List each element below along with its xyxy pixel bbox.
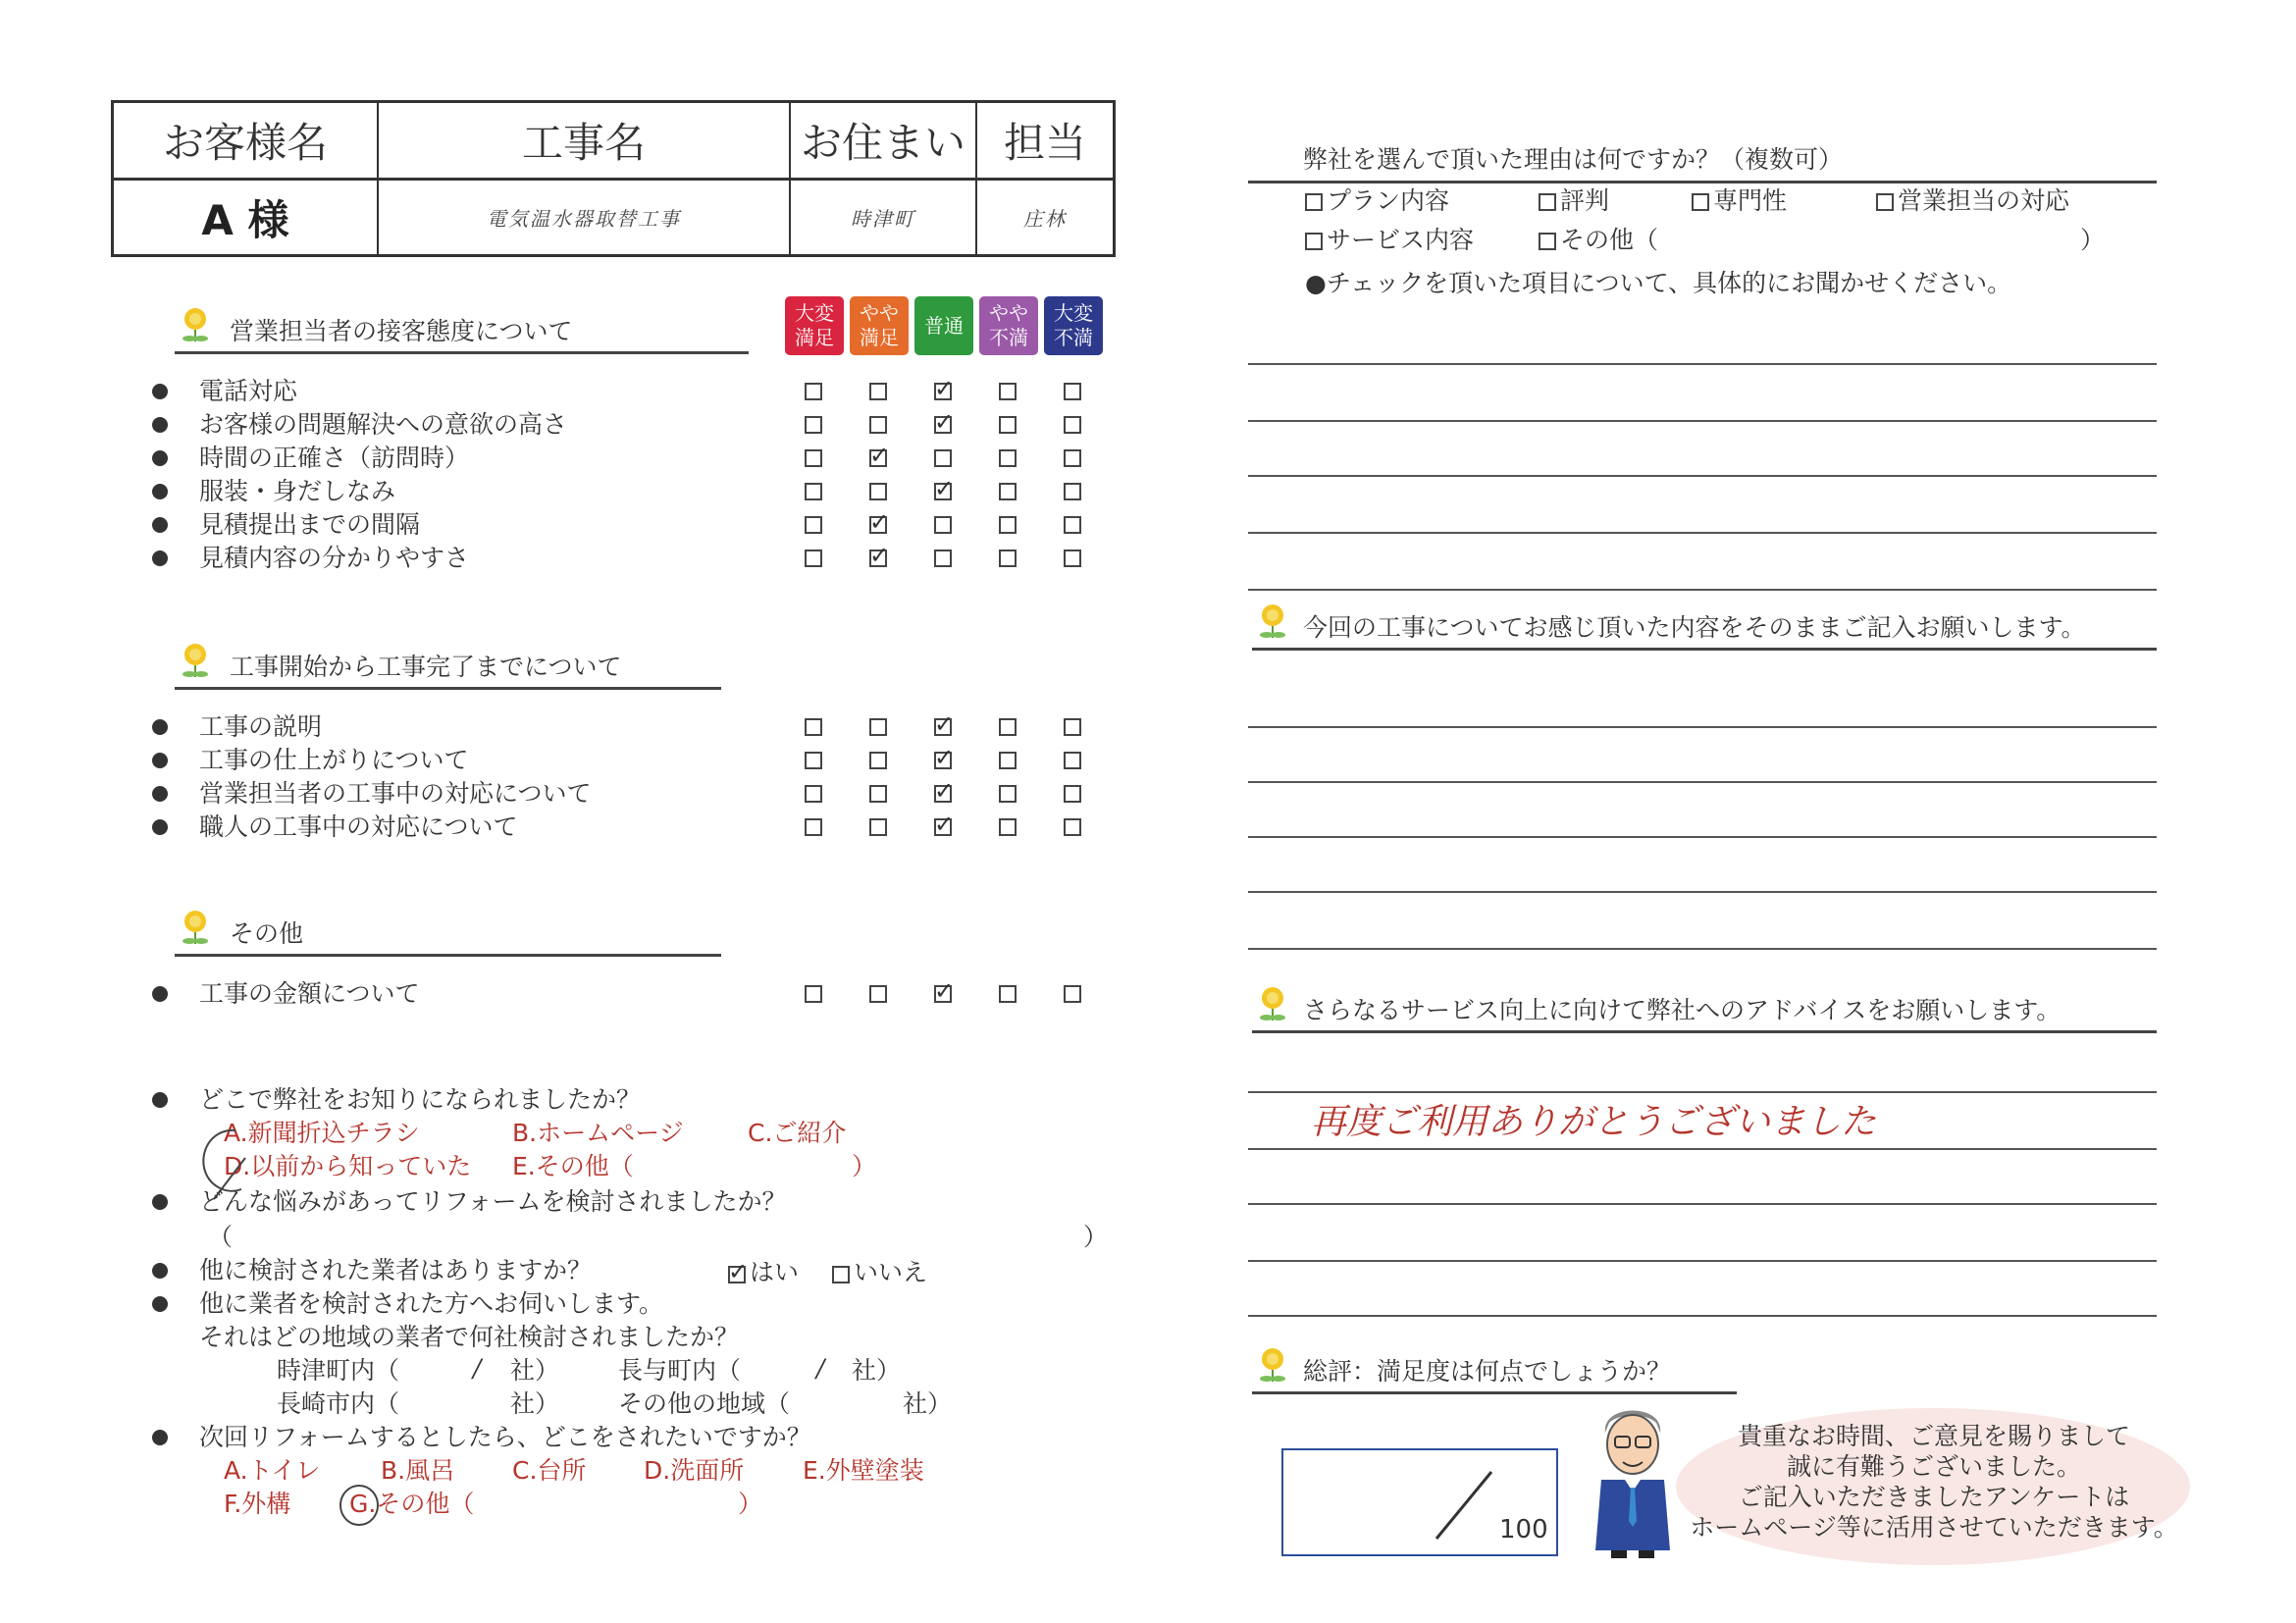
bullet-icon — [152, 819, 168, 835]
rating-checkbox[interactable] — [869, 785, 887, 803]
rating-checkbox[interactable] — [1064, 752, 1081, 769]
rating-checkbox[interactable] — [1064, 985, 1081, 1003]
rating-checkbox[interactable] — [999, 785, 1017, 803]
advice-answer: 再度ご利用ありがとうございました — [1311, 1102, 1877, 1142]
reason-note: ●チェックを頂いた項目について、具体的にお聞かせください。 — [1305, 269, 2012, 297]
rating-somewhat-satisfied: やや 満足 — [850, 296, 909, 355]
rating-checkbox[interactable] — [934, 449, 952, 467]
flower-icon — [1256, 1346, 1289, 1386]
survey-item — [152, 442, 1133, 475]
customer-name-header: お客様名 — [114, 103, 379, 178]
score-box[interactable] — [1281, 1448, 1558, 1556]
option-kitchen[interactable]: C.台所 — [512, 1456, 587, 1485]
section-advice: さらなるサービス向上に向けて弊社へのアドバイスをお願いします。 — [1252, 991, 2157, 1033]
survey-item — [152, 811, 1133, 844]
rating-checkbox[interactable] — [1064, 785, 1081, 803]
area-nagayo: 長与町内（ — [618, 1356, 742, 1385]
customer-name-value: A 様 — [201, 195, 289, 244]
yes-label: はい — [750, 1258, 800, 1286]
rating-checkbox[interactable] — [934, 744, 955, 771]
yes-checkbox[interactable]: ✓ — [728, 1258, 749, 1285]
rating-checkbox[interactable] — [805, 483, 822, 500]
option-exterior-paint[interactable]: E.外壁塗装 — [803, 1456, 924, 1485]
option-plan[interactable]: プラン内容 — [1305, 184, 1449, 218]
survey-item-label: 工事の説明 — [199, 712, 323, 741]
option-toilet[interactable]: A.トイレ — [224, 1456, 321, 1485]
question-contractor-area: 他に業者を検討された方へお伺いします。 — [152, 1287, 1133, 1321]
rating-checkbox[interactable] — [805, 785, 822, 803]
rating-checkbox[interactable] — [999, 550, 1017, 567]
rating-checkbox[interactable] — [869, 416, 887, 434]
check-mark-icon: ✓ — [934, 375, 955, 402]
rating-checkbox[interactable] — [805, 449, 822, 467]
no-label: いいえ — [854, 1258, 928, 1286]
survey-item-label: 時間の正確さ（訪問時） — [199, 444, 470, 472]
rating-checkbox[interactable] — [805, 818, 822, 836]
option-washroom[interactable]: D.洗面所 — [644, 1456, 745, 1485]
bullet-icon — [152, 417, 168, 433]
rating-checkbox[interactable] — [805, 416, 822, 434]
option-known-before[interactable]: D.以前から知っていた — [224, 1152, 472, 1180]
option-exterior[interactable]: F.外構 — [224, 1490, 291, 1518]
survey-item-label: 電話対応 — [199, 377, 298, 405]
question-how-found: どこで弊社をお知りになられましたか？ — [152, 1083, 1133, 1117]
rating-checkbox[interactable] — [1064, 516, 1081, 534]
rating-checkbox[interactable] — [999, 516, 1017, 534]
flower-icon — [1256, 985, 1289, 1024]
survey-item — [152, 475, 1133, 508]
bullet-icon — [152, 517, 168, 533]
check-mark-icon: ✓ — [934, 777, 955, 805]
option-other-reason[interactable]: その他（ — [1539, 224, 1658, 257]
rating-checkbox[interactable] — [999, 383, 1017, 400]
rating-checkbox[interactable] — [869, 508, 890, 536]
staff-header: 担当 — [1003, 119, 1086, 167]
survey-item-label: 工事の金額について — [199, 979, 420, 1008]
rating-checkbox[interactable] — [869, 985, 887, 1003]
rating-checkbox[interactable] — [1064, 550, 1081, 567]
rating-checkbox[interactable] — [934, 408, 955, 436]
work-name-header: 工事名 — [379, 103, 791, 178]
staff-value: 庄林 — [1023, 207, 1067, 231]
score-max: 100 — [1499, 1515, 1548, 1544]
rating-checkbox[interactable] — [805, 718, 822, 736]
bullet-icon — [152, 753, 168, 768]
thanks-message: 貴重なお時間、ご意見を賜りまして 誠に有難うございました。 ご記入いただきましたアンケートは ホームページ等に活用させていただきます。 — [1690, 1422, 2178, 1542]
question-other-contractors: 他に検討された業者はありますか？ — [152, 1254, 1133, 1287]
rating-checkbox[interactable] — [934, 977, 955, 1005]
option-other-reform[interactable]: G.その他（ — [349, 1490, 475, 1518]
survey-item-label: 営業担当者の工事中の対応について — [199, 779, 592, 808]
check-mark-icon: ✓ — [934, 710, 955, 738]
survey-item-label: 工事の仕上がりについて — [199, 746, 469, 774]
residence-value: 時津町 — [851, 207, 915, 231]
option-staff-response[interactable]: 営業担当の対応 — [1876, 184, 2069, 218]
survey-item-label: 職人の工事中の対応について — [199, 812, 518, 841]
survey-item-label: 見積提出までの間隔 — [199, 510, 421, 539]
slash-mark — [1431, 1466, 1499, 1544]
bullet-icon — [152, 1194, 168, 1210]
question-next-reform: 次回リフォームするとしたら、どこをされたいですか？ — [152, 1421, 1133, 1454]
bullet-icon — [152, 719, 168, 735]
check-mark-icon: ✓ — [934, 744, 955, 771]
rating-checkbox[interactable] — [999, 483, 1017, 500]
rating-checkbox[interactable] — [934, 375, 955, 402]
rating-very-dissatisfied: 大変 不満 — [1044, 296, 1103, 355]
bullet-icon — [152, 1296, 168, 1312]
rating-checkbox[interactable] — [934, 516, 952, 534]
rating-checkbox[interactable] — [934, 475, 955, 502]
rating-very-satisfied: 大変 満足 — [785, 296, 844, 355]
rating-checkbox[interactable] — [934, 777, 955, 805]
survey-item — [152, 977, 1133, 1011]
reason-title: 弊社を選んで頂いた理由は何ですか？（複数可） — [1303, 145, 1844, 174]
work-name-value: 電気温水器取替工事 — [487, 207, 681, 231]
area-other: その他の地域（ — [618, 1389, 791, 1418]
check-mark-icon: ✓ — [934, 977, 955, 1005]
rating-checkbox[interactable] — [1064, 383, 1081, 400]
rating-checkbox[interactable] — [999, 985, 1017, 1003]
section-title: 工事開始から工事完了までについて — [230, 653, 622, 681]
bullet-icon — [152, 786, 168, 802]
check-mark-icon: ✓ — [934, 475, 955, 502]
rating-checkbox[interactable] — [805, 516, 822, 534]
rating-checkbox[interactable] — [1064, 483, 1081, 500]
survey-item-label: 服装・身だしなみ — [199, 477, 396, 505]
option-expertise[interactable]: 専門性 — [1692, 184, 1787, 218]
bullet-icon — [152, 550, 168, 566]
residence-header: お住まい — [791, 103, 977, 178]
rating-checkbox[interactable] — [1064, 449, 1081, 467]
check-mark-icon: ✓ — [934, 811, 955, 838]
rating-checkbox[interactable] — [999, 449, 1017, 467]
check-mark-icon: ✓ — [934, 408, 955, 436]
check-mark-icon: ✓ — [869, 442, 890, 469]
area-togitsu: 時津町内（ — [277, 1356, 400, 1385]
check-mark-icon: ✓ — [869, 508, 890, 536]
flower-icon — [179, 642, 212, 681]
rating-checkbox[interactable] — [805, 550, 822, 567]
no-checkbox[interactable] — [832, 1266, 850, 1283]
flower-icon — [179, 909, 212, 948]
bullet-icon — [152, 1263, 168, 1279]
survey-item — [152, 710, 1133, 744]
rating-neutral: 普通 — [914, 296, 973, 355]
check-mark-icon: ✓ — [869, 542, 890, 569]
survey-item — [152, 408, 1133, 442]
bullet-icon — [152, 1092, 168, 1108]
rating-checkbox[interactable] — [805, 985, 822, 1003]
section-score: 総評：満足度は何点でしょうか？ — [1252, 1352, 1737, 1394]
option-reputation[interactable]: 評判 — [1539, 184, 1609, 218]
rating-checkbox[interactable] — [869, 718, 887, 736]
rating-checkbox[interactable] — [1064, 416, 1081, 434]
rating-checkbox[interactable] — [1064, 718, 1081, 736]
rating-checkbox[interactable] — [934, 550, 952, 567]
rating-checkbox[interactable] — [869, 442, 890, 469]
section-title: 営業担当者の接客態度について — [230, 317, 573, 345]
rating-checkbox[interactable] — [869, 483, 887, 500]
rating-checkbox[interactable] — [805, 752, 822, 769]
flower-icon — [179, 306, 212, 345]
section-staff-attitude — [175, 312, 749, 354]
bullet-icon — [152, 484, 168, 499]
question-reason: どんな悩みがあってリフォームを検討されましたか？ — [152, 1185, 1133, 1219]
rating-checkbox[interactable] — [999, 718, 1017, 736]
rating-checkbox[interactable] — [869, 818, 887, 836]
staff-mascot-icon — [1588, 1393, 1678, 1562]
area-nagasaki: 長崎市内（ — [277, 1389, 400, 1418]
survey-item — [152, 744, 1133, 777]
rating-checkbox[interactable] — [999, 818, 1017, 836]
rating-checkbox[interactable] — [869, 542, 890, 569]
rating-checkbox[interactable] — [934, 811, 955, 838]
survey-item — [152, 777, 1133, 811]
section-construction — [175, 648, 721, 690]
option-referral[interactable]: C.ご紹介 — [748, 1119, 847, 1147]
section-other — [175, 915, 721, 957]
divider — [1248, 181, 2157, 183]
survey-item — [152, 375, 1133, 408]
survey-item-label: お客様の問題解決への意欲の高さ — [199, 410, 568, 439]
option-newspaper[interactable]: A.新聞折込チラシ — [224, 1119, 420, 1147]
rating-checkbox[interactable] — [805, 383, 822, 400]
customer-info-table — [111, 100, 1116, 257]
flower-icon — [1256, 602, 1289, 642]
bullet-icon — [152, 450, 168, 466]
option-other[interactable]: E.その他（ — [512, 1152, 634, 1180]
option-service[interactable]: サービス内容 — [1305, 224, 1474, 257]
option-bath[interactable]: B.風呂 — [381, 1456, 455, 1485]
rating-checkbox[interactable] — [1064, 818, 1081, 836]
survey-item-label: 見積内容の分かりやすさ — [199, 544, 470, 572]
rating-checkbox[interactable] — [934, 710, 955, 738]
rating-checkbox[interactable] — [999, 416, 1017, 434]
bullet-icon — [152, 1430, 168, 1445]
section-title: その他 — [230, 919, 304, 948]
rating-checkbox[interactable] — [869, 383, 887, 400]
section-impression: 今回の工事についてお感じ頂いた内容をそのままご記入お願いします。 — [1252, 608, 2157, 651]
rating-somewhat-dissatisfied: やや 不満 — [979, 296, 1038, 355]
rating-checkbox[interactable] — [869, 752, 887, 769]
bullet-icon — [152, 384, 168, 399]
hand-circle-mark — [334, 1480, 385, 1531]
rating-checkbox[interactable] — [999, 752, 1017, 769]
survey-item — [152, 508, 1133, 542]
option-homepage[interactable]: B.ホームページ — [512, 1119, 684, 1147]
survey-item — [152, 542, 1133, 575]
bullet-icon — [152, 986, 168, 1002]
